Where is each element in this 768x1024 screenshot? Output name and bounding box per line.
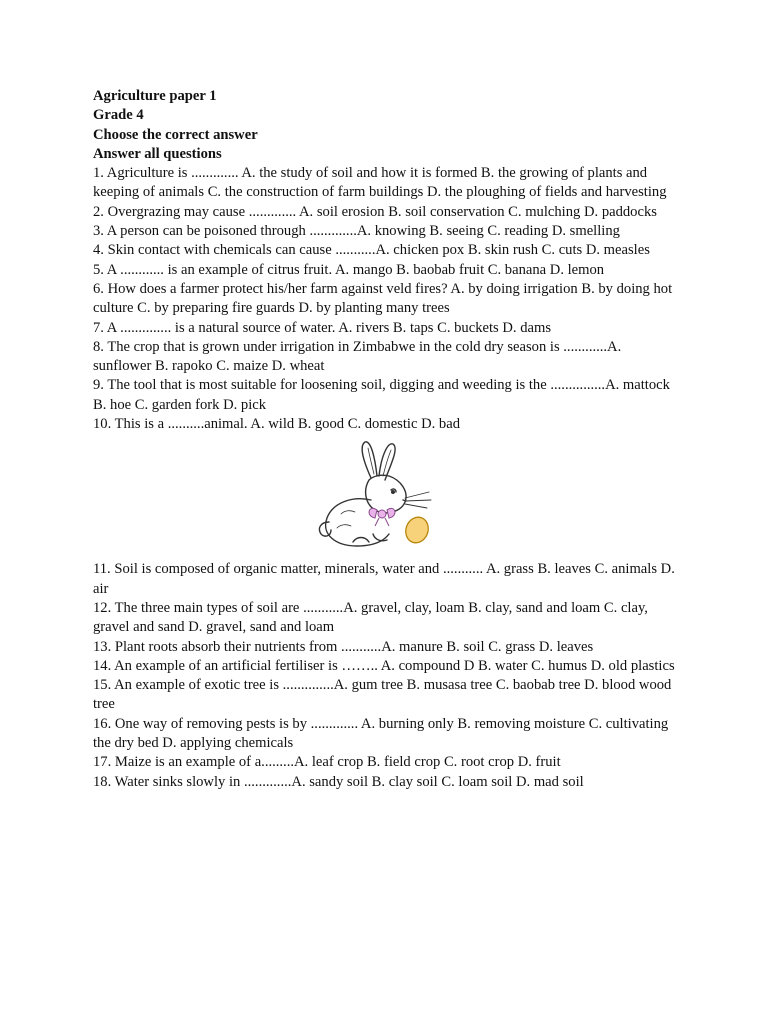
question-1: 1. Agriculture is ............. A. the study of soil and how it is formed B. the growing of plants and keeping of animals C. the construction of farm buildings D. the ploughing of fields and harvesting <box>93 165 667 201</box>
question-3: 3. A person can be poisoned through .............A. knowing B. seeing C. reading D. smelling <box>93 223 620 240</box>
question-18: 18. Water sinks slowly in .............A. sandy soil B. clay soil C. loam soil D. mad soil <box>93 773 584 790</box>
question-4: 4. Skin contact with chemicals can cause ...........A. chicken pox B. skin rush C. cuts D. measles <box>93 242 650 259</box>
question-8: 8. The crop that is grown under irrigation in Zimbabwe in the cold dry season is ............A. sunflower B. rapoko C. maize D. wheat <box>93 338 622 375</box>
question-13: 13. Plant roots absorb their nutrients from ...........A. manure B. soil C. grass D. leaves <box>93 638 594 655</box>
question-9: 9. The tool that is most suitable for loosening soil, digging and weeding is the ...............A. mattock B. hoe C. garden fork D. pick <box>93 377 670 413</box>
question-16: 16. One way of removing pests is by ............. A. burning only B. removing moisture C. cultivating the dry bed D. applying chemicals <box>93 715 669 752</box>
question-15: 15. An example of exotic tree is ..............A. gum tree B. musasa tree C. baobab tree D. blood wood tree <box>93 677 672 713</box>
question-14: 14. An example of an artificial fertiliser is …….. A. compound D B. water C. humus D. old plastics <box>93 657 675 674</box>
question-11: 11. Soil is composed of organic matter, minerals, water and ........... A. grass B. leaves C. animals D. air <box>93 561 675 597</box>
paper-title: Agriculture paper 1 <box>93 88 217 104</box>
rabbit-with-egg-icon <box>313 438 453 550</box>
question-2: 2. Overgrazing may cause ............. A. soil erosion B. soil conservation C. mulching D. paddocks <box>93 203 657 220</box>
question-6: 6. How does a farmer protect his/her farm against veld fires? A. by doing irrigation B. by doing hot culture C. by preparing fire guards D. by planting many trees <box>93 280 673 317</box>
instruction-answer-all: Answer all questions <box>93 145 222 162</box>
question-7: 7. A .............. is a natural source of water. A. rivers B. taps C. buckets D. dams <box>93 319 552 336</box>
question-12: 12. The three main types of soil are ...........A. gravel, clay, loam B. clay, sand and loam C. clay, gravel and sand D. gravel, sand and loam <box>93 599 648 636</box>
rabbit-figure <box>93 434 677 560</box>
instruction-choose: Choose the correct answer <box>93 126 258 143</box>
grade-label: Grade 4 <box>93 107 144 124</box>
question-5: 5. A ............ is an example of citrus fruit. A. mango B. baobab fruit C. banana D. lemon <box>93 261 605 278</box>
question-17: 17. Maize is an example of a.........A. leaf crop B. field crop C. root crop D. fruit <box>93 754 561 771</box>
document-body <box>93 87 677 792</box>
question-10: 10. This is a ..........animal. A. wild B. good C. domestic D. bad <box>93 416 460 433</box>
